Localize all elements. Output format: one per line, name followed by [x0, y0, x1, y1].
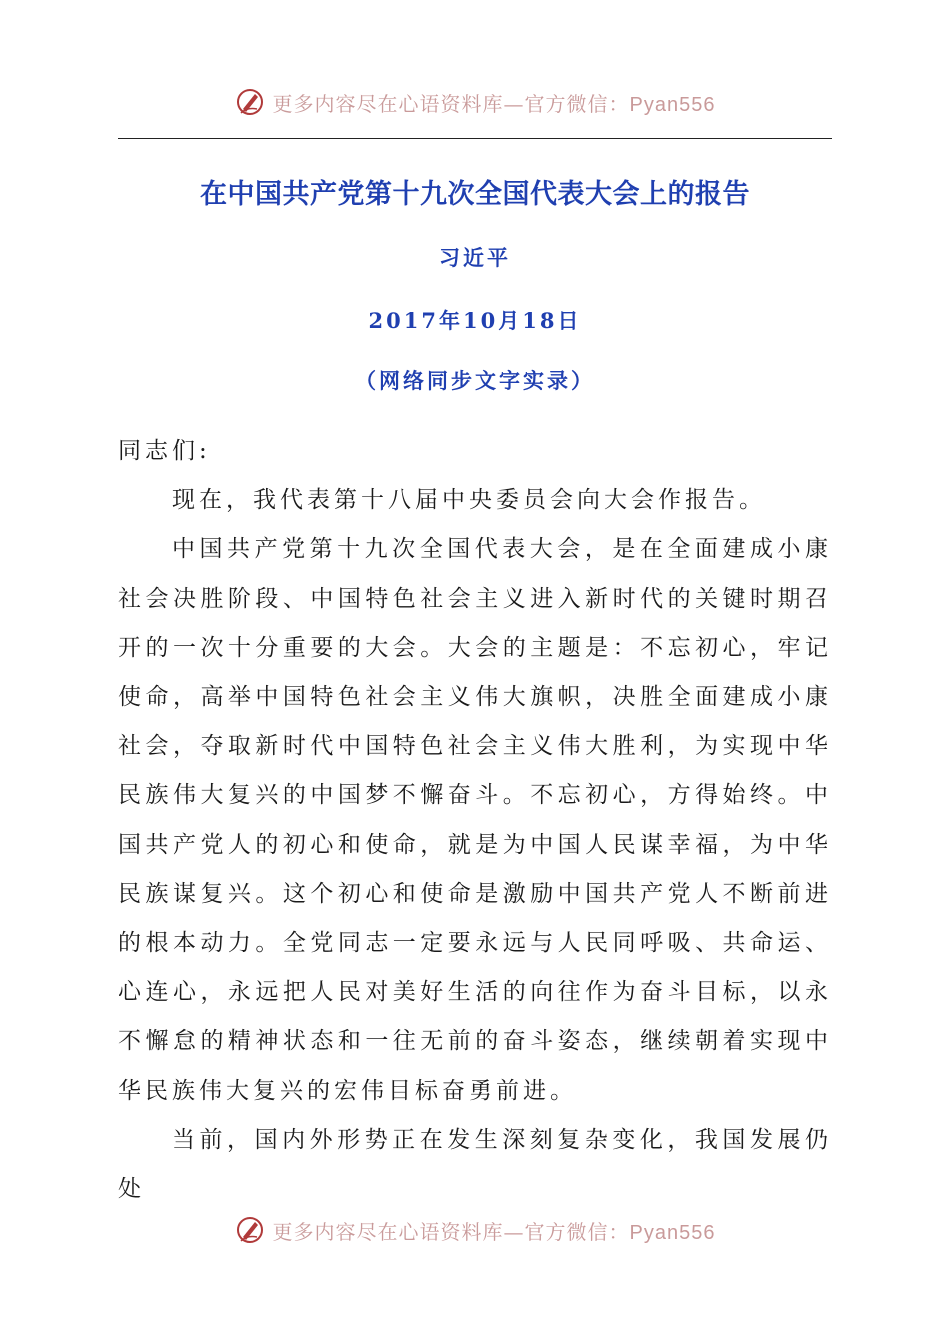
salutation: 同志们: — [118, 438, 211, 464]
document-body — [118, 427, 832, 1214]
header-watermark-banner — [0, 82, 950, 122]
document-subtitle: （网络同步文字实录） — [355, 368, 595, 393]
paragraph: 当前，国内外形势正在发生深刻复杂变化，我国发展仍处 — [118, 1126, 832, 1203]
pen-circle-logo-icon — [235, 87, 265, 117]
watermark-text: 更多内容尽在心语资料库—官方微信：Pyan556 — [272, 91, 716, 116]
paragraph: 现在，我代表第十八届中央委员会向大会作报告。 — [172, 487, 766, 514]
footer-watermark-banner — [0, 1210, 950, 1250]
header-divider — [118, 138, 832, 139]
document-title: 在中国共产党第十九次全国代表大会上的报告 — [200, 179, 750, 210]
paragraph: 中国共产党第十九次全国代表大会，是在全面建成小康社会决胜阶段、中国特色社会主义进入新时代的关键时期召开的一次十分重要的大会。大会的主题是：不忘初心，牢记使命，高举中国特色社会主义伟大旗帜，决胜全面建成小康社会，夺取新时代中国特色社会主义伟大胜利，为实现中华民族伟大复兴的中国梦不懈奋斗。不忘初心，方得始终。中国共产党人的初心和使命，就是为中国人民谋幸福，为中华民族谋复兴。这个初心和使命是激励中国共产党人不断前进的根本动力。全党同志一定要永远与人民同呼吸、共命运、心连心，永远把人民对美好生活的向往作为奋斗目标，以永不懈怠的精神状态和一往无前的奋斗姿态，继续朝着实现中华民族伟大复兴的宏伟目标奋勇前进。 — [118, 536, 832, 1104]
pen-circle-logo-icon — [235, 1215, 265, 1245]
document-date: 2017年10月18日 — [368, 308, 582, 333]
wechat-id: Pyan556 — [629, 1221, 716, 1244]
wechat-id: Pyan556 — [629, 93, 716, 116]
document-author: 习近平 — [439, 245, 511, 270]
watermark-text: 更多内容尽在心语资料库—官方微信：Pyan556 — [272, 1219, 716, 1244]
